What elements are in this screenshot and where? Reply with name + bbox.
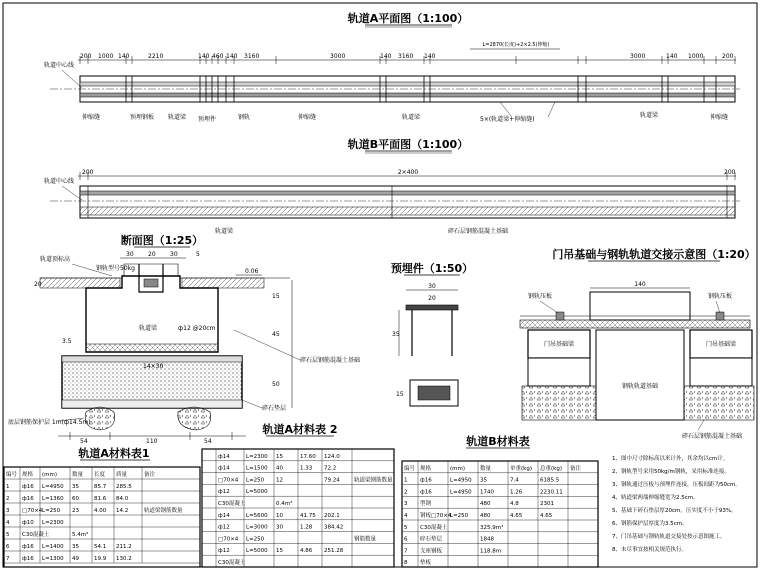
section-view: [8, 233, 360, 445]
section-rail: [144, 279, 158, 287]
table-header-cell: 质量: [116, 472, 128, 478]
table-header-cell: 规格: [22, 472, 34, 478]
gantry-rail-plate: [520, 320, 750, 328]
plan-a-dim: 140: [380, 53, 392, 60]
table-cell: 2230.11: [540, 489, 563, 496]
table-cell: 85.7: [94, 484, 107, 490]
table-cell: 1740: [480, 489, 494, 496]
table-cell: C30混凝土: [420, 524, 448, 531]
table-cell: L=5000: [246, 489, 268, 496]
plan-a-label: 5×(轨道梁+伸缩缝): [480, 116, 535, 123]
section-dim: 14×30: [143, 363, 164, 370]
note-line: 3、钢轨通过压板与预埋件连接，压板间距为50cm。: [612, 482, 741, 488]
table-b-grid: [402, 461, 598, 567]
section-dim: 15: [272, 293, 280, 300]
table-cell: 480: [480, 501, 491, 508]
table-cell: ф16: [420, 489, 432, 496]
plan-a-dim: 2210: [148, 53, 164, 60]
note-line: 6、钢筋保护层厚度为3.5cm。: [612, 521, 688, 527]
table-cell: 6185.5: [540, 477, 560, 484]
table-cell: 2: [404, 489, 408, 496]
table-cell: ф16: [22, 544, 34, 550]
table-cell: L=3000: [246, 524, 268, 531]
section-dim: 20: [34, 281, 42, 288]
section-dim: ф12 @20cm: [178, 325, 216, 332]
table-cell: 2301: [540, 501, 554, 508]
section-dim: 20: [148, 251, 156, 258]
gantry-label: 碎石层钢筋混凝土基础: [682, 433, 743, 440]
table-cell: 35: [480, 477, 487, 484]
table-cell: 15: [276, 453, 283, 460]
table-cell: □70×4: [218, 477, 239, 484]
gantry-dim: 140: [634, 281, 646, 288]
table-b-title: 轨道B材料表: [466, 435, 530, 448]
table-cell: 钢板□70×4: [420, 513, 452, 519]
table-header-cell: 编号: [404, 465, 416, 472]
table-cell: 23: [72, 508, 79, 514]
plan-b-dim: 200: [724, 169, 736, 176]
embed-view: [391, 261, 473, 406]
plan-a-label: 预埋件: [198, 116, 217, 123]
table-cell: L=1300: [42, 556, 64, 562]
plan-a-dim: 200: [80, 53, 92, 60]
table-cell: 124.0: [324, 453, 340, 460]
plan-a: [44, 11, 740, 123]
table-cell: L=250: [450, 513, 469, 519]
section-dim: 0.06: [245, 268, 259, 275]
table-a2-grid: [202, 449, 394, 567]
plan-b-dim: 200: [82, 169, 94, 176]
plan-a-dim: 140: [118, 53, 130, 60]
plan-a-dim: 1000: [98, 53, 114, 60]
embed-dim: 20: [428, 295, 436, 302]
section-title: 断面图（1:25）: [120, 234, 204, 247]
table-cell: 7.4: [510, 477, 519, 484]
plan-a-label: 伸缩缝: [82, 114, 101, 121]
table-cell: C30混凝土: [22, 532, 50, 538]
plan-b: [44, 137, 740, 235]
table-cell: ф16: [22, 496, 34, 502]
section-label: 轨道顶标高: [40, 256, 71, 263]
table-cell: 2: [6, 496, 10, 502]
embed-plate: [406, 305, 458, 310]
plan-a-dim: 140: [424, 53, 436, 60]
table-a2-title: 轨道A材料表 2: [262, 423, 338, 436]
table-cell: □70×4: [22, 508, 43, 514]
section-dim: 30: [126, 251, 134, 258]
table-cell: 130.2: [116, 556, 132, 562]
section-label: 钢轨型号50kg: [96, 265, 135, 272]
gantry-view: [520, 247, 756, 440]
table-cell: L=4950: [42, 484, 64, 490]
table-header-cell: 规格: [420, 465, 432, 472]
table-cell: 轨道梁钢筋数量: [144, 508, 183, 514]
table-cell: 7: [6, 556, 10, 562]
plan-a-dim: 140: [198, 53, 210, 60]
plan-a-dim: 460: [212, 53, 224, 60]
table-header-cell: 数量: [72, 472, 84, 478]
plan-a-label: 轨道梁: [168, 114, 187, 121]
table-cell: 8: [404, 560, 408, 567]
table-cell: ф12: [218, 489, 230, 496]
section-dim: 30: [170, 251, 178, 258]
table-cell: 4.65: [540, 513, 553, 519]
table-cell: ф16: [420, 477, 432, 484]
plan-a-label: 钢轨: [238, 114, 251, 121]
plan-b-title: 轨道B平面图（1:100）: [347, 138, 469, 151]
table-cell: L=1360: [42, 496, 64, 502]
note-line: 4、轨道梁两端伸缩缝宽为2.5cm。: [612, 495, 699, 501]
gantry-label: 门吊基础梁: [544, 341, 575, 348]
table-cell: 支座钢板: [420, 548, 443, 555]
section-dim: 110: [146, 438, 158, 445]
gantry-title: 门吊基础与钢轨轨道交接示意图（1:20）: [552, 248, 756, 261]
plan-a-dim: 3000: [630, 53, 646, 60]
table-cell: 54.1: [94, 544, 107, 550]
table-cell: 1: [404, 477, 408, 484]
table-header-cell: 长度: [94, 472, 106, 478]
design-notes: [612, 454, 741, 553]
plan-a-dim: 140: [226, 53, 238, 60]
table-cell: 84.0: [116, 496, 129, 502]
table-cell: 325.9m³: [480, 524, 504, 531]
table-cell: L=250: [42, 508, 61, 514]
table-cell: 72.2: [324, 465, 337, 472]
table-cell: ф16: [22, 484, 34, 490]
embed-dim: 30: [428, 283, 436, 290]
table-cell: 4.8: [510, 501, 519, 508]
table-cell: 40: [276, 465, 283, 472]
table-cell: 211.2: [116, 544, 132, 550]
table-cell: ф10: [22, 520, 34, 526]
table-header-cell: 数量: [480, 465, 492, 472]
section-dim: 50: [272, 381, 280, 388]
section-dim: 54: [204, 438, 212, 445]
table-cell: L=2300: [246, 453, 268, 460]
plan-b-label: 碎石层钢筋混凝土基础: [448, 228, 509, 235]
table-cell: 6: [404, 536, 408, 543]
plan-a-dim: 1000: [688, 53, 704, 60]
plan-a-top-note: L=2870(长度)+2×2.5(伸缩): [482, 42, 550, 48]
table-cell: L=5000: [246, 548, 268, 555]
table-cell: L=250: [246, 477, 265, 484]
embed-dim: 15: [396, 391, 404, 398]
table-cell: 79.24: [324, 477, 340, 484]
table-cell: 118.8m: [480, 548, 502, 555]
table-cell: L=250: [246, 536, 265, 543]
table-cell: C30混凝土: [218, 560, 246, 566]
plan-a-label: 伸缩缝: [298, 114, 317, 121]
table-cell: 49: [72, 556, 79, 562]
table-cell: 4.00: [94, 508, 107, 514]
table-cell: 4.65: [510, 513, 523, 519]
table-cell: 钢筋数量: [354, 536, 377, 543]
table-cell: 251.28: [324, 548, 344, 555]
table-cell: 型钢: [420, 501, 432, 508]
plan-b-label: 轨道梁: [215, 228, 234, 235]
table-cell: L=4950: [450, 477, 472, 484]
plan-b-base-hatch: [80, 207, 735, 215]
table-header-cell: (mm): [42, 472, 58, 478]
table-cell: 垫板: [420, 560, 432, 567]
table-cell: 30: [276, 524, 283, 531]
table-cell: L=2300: [42, 520, 64, 526]
plan-a-label-centerline: 轨道中心线: [44, 62, 75, 69]
table-cell: 35: [72, 544, 79, 550]
table-cell: 384.42: [324, 524, 344, 531]
table-cell: C30混凝土: [218, 501, 246, 507]
table-a2: [202, 422, 394, 567]
table-cell: ф14: [218, 453, 230, 460]
table-cell: 3: [6, 508, 10, 514]
table-cell: 6: [6, 544, 10, 550]
note-line: 7、门吊基础与钢轨轨道交接处按示意图施工。: [612, 534, 726, 540]
table-cell: 285.5: [116, 484, 132, 490]
table-cell: ф16: [22, 556, 34, 562]
table-cell: 81.6: [94, 496, 107, 502]
table-cell: 10: [276, 512, 283, 519]
table-a1: [4, 446, 200, 567]
plan-a-dim: 3160: [244, 53, 260, 60]
table-header-cell: 编号: [6, 472, 18, 478]
table-cell: 60: [72, 496, 79, 502]
table-cell: 5: [6, 532, 10, 538]
section-label: 碎石层钢筋混凝土基础: [300, 357, 361, 364]
table-cell: 7: [404, 548, 408, 555]
table-cell: 4: [6, 520, 10, 526]
table-cell: 1848: [480, 536, 494, 543]
table-a1-grid: [4, 467, 200, 563]
table-cell: L=1500: [246, 465, 268, 472]
table-cell: 35: [72, 484, 79, 490]
plan-a-dim: 3000: [330, 53, 346, 60]
section-dim: 45: [272, 331, 280, 338]
embed-dim: 35: [392, 331, 400, 338]
plan-a-dim: 3160: [398, 53, 414, 60]
table-cell: 41.75: [300, 512, 316, 519]
table-cell: 1.26: [510, 489, 523, 496]
gantry-label: 钢轨轨道基础: [622, 383, 659, 390]
table-cell: ф14: [218, 512, 230, 519]
table-cell: 4.86: [300, 548, 313, 555]
table-cell: 5.4m³: [72, 532, 89, 538]
plan-a-dim: 140: [666, 53, 678, 60]
plan-b-dim: 2×400: [397, 169, 419, 176]
gantry-label: 门吊基础梁: [706, 341, 737, 348]
note-line: 2、钢轨型号采用50kg/m钢轨，采用标准连接。: [612, 469, 730, 475]
plan-a-label: 预埋钢板: [130, 114, 155, 121]
section-beam: [86, 276, 218, 352]
embed-anchor: [418, 386, 450, 400]
table-cell: 12: [276, 477, 283, 484]
plan-b-label-centerline: 轨道中心线: [44, 178, 75, 185]
table-cell: 14.2: [116, 508, 129, 514]
table-cell: 17.60: [300, 453, 316, 460]
table-cell: 480: [480, 513, 491, 519]
table-cell: ф12: [218, 524, 230, 531]
table-cell: L=5600: [246, 512, 268, 519]
table-header-cell: (mm): [450, 465, 466, 472]
table-cell: 0.4m³: [276, 501, 293, 507]
note-line: 5、基础下碎石垫层厚20cm，压实度不小于93%。: [612, 508, 737, 514]
plan-a-dim: 200: [722, 53, 734, 60]
table-cell: 5: [404, 524, 408, 531]
section-dim: 5: [196, 251, 200, 258]
table-cell: ф12: [218, 548, 230, 555]
plan-a-rail: [80, 93, 735, 97]
table-cell: L=1400: [42, 544, 64, 550]
table-cell: 轨道梁钢筋数量: [354, 477, 393, 484]
section-dim: 54: [80, 438, 88, 445]
plan-a-title: 轨道A平面图（1:100）: [347, 12, 469, 25]
table-header-cell: 总重(kg): [540, 465, 562, 472]
table-cell: 3: [404, 501, 408, 508]
table-cell: 19.9: [94, 556, 107, 562]
section-label-beam: 轨道梁: [138, 325, 158, 332]
plan-a-label: 轨道梁: [402, 114, 421, 121]
table-cell: 202.1: [324, 512, 340, 519]
note-line: 8、未尽事宜按相关规范执行。: [612, 547, 688, 553]
table-cell: □70×4: [218, 536, 239, 543]
gantry-label: 钢轨压板: [528, 293, 553, 300]
table-cell: 1: [6, 484, 10, 490]
table-cell: ф14: [218, 465, 230, 472]
section-label: 碎石垫层: [262, 405, 287, 412]
plan-a-label: 伸缩缝: [710, 114, 729, 121]
section-label: 底层钢筋保护层 1m(ф14.5m): [8, 419, 91, 426]
plan-a-label: 轨道梁: [640, 112, 659, 119]
table-cell: 1.33: [300, 465, 313, 472]
table-cell: 1.28: [300, 524, 313, 531]
plan-a-dim-texts: [80, 53, 734, 60]
table-cell: 15: [276, 548, 283, 555]
table-cell: 碎石垫层: [420, 536, 443, 543]
section-dim: 3.5: [62, 338, 72, 345]
gantry-label: 钢轨压板: [708, 293, 733, 300]
table-b: [402, 434, 598, 567]
note-line: 1、图中尺寸除标高以米计外，其余均以cm计。: [612, 456, 729, 462]
table-header-cell: 单重(kg): [510, 465, 532, 472]
embed-title: 预埋件（1:50）: [390, 262, 474, 275]
table-header-cell: 备注: [144, 472, 156, 478]
table-cell: 4: [404, 513, 408, 519]
table-a1-title: 轨道A材料表1: [78, 447, 150, 460]
table-header-cell: 备注: [570, 465, 582, 472]
table-cell: L=4950: [450, 489, 472, 496]
